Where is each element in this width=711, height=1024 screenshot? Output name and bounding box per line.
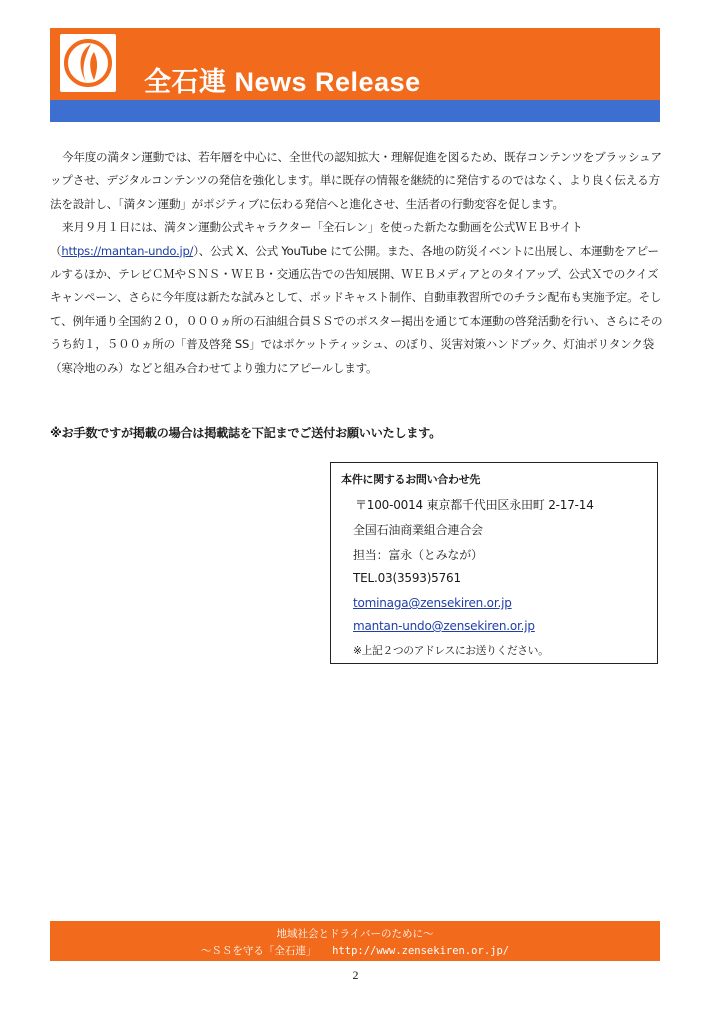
contact-organization: 全国石油商業組合連合会 (353, 523, 483, 537)
flame-icon (64, 38, 112, 88)
contact-email-2 (353, 619, 535, 633)
contact-email-1 (353, 596, 512, 610)
website-link[interactable]: https://mantan-undo.jp/ (61, 243, 194, 258)
contact-note: ※上記２つのアドレスにお送りください。 (353, 644, 549, 657)
contact-box (330, 462, 658, 664)
page-number: 2 (352, 968, 359, 982)
header-accent-bar (50, 100, 660, 122)
logo (60, 34, 116, 92)
paragraph-2 (50, 216, 665, 380)
footer-banner (50, 921, 660, 961)
footer-url-line: ～ＳＳを守る「全石連」 http://www.zensekiren.or.jp/ (200, 945, 510, 957)
paragraph-1: 今年度の満タン運動では、若年層を中心に、全世代の認知拡大・理解促進を図るため、既存コンテンツをブラッシュアップさせ、デジタルコンテンツの発信を強化します。単に既存の情報を継続的に発信するのではなく、より良く伝える方法を設計し、「満タン運動」がポジティブに伝わる発信へと進化させ、生活者の行動変容を促します。 (50, 150, 662, 211)
email-link-1[interactable]: tominaga@zensekiren.or.jp (353, 596, 512, 610)
header-banner (50, 28, 660, 100)
paragraph-2-part-b: ）、公式 X、公式 YouTube にて公開。また、各地の防災イベントに出展し、本運動をアピールするほか、テレビＣＭやＳＮＳ・ＷＥＢ・交通広告での告知展開、ＷＥＢメディアとのタイアップ、公式Ｘでのクイズキャンペーン、さらに今年度は新たな試みとして、ポッドキャスト制作、自動車教習所でのチラシ配布も実施予定。そして、例年通り全国約２０，０００ヵ所の石油組合員ＳＳでのポスター掲出を通じて本運動の啓発活動を行い、さらにそのうち約１，５００ヵ所の「普及啓発 SS」ではポケットティッシュ、のぼり、災害対策ハンドブック、灯油ポリタンク袋（寒冷地のみ）などと組み合わせてより強力にアピールします。 (50, 243, 663, 375)
paragraph-2-part-a: 来月９月１日には、満タン運動公式キャラクター「全石レン」を使った新たな動画を公式ＷＥＢサイト（ (50, 220, 583, 258)
email-link-2[interactable]: mantan-undo@zensekiren.or.jp (353, 619, 535, 633)
contact-person: 担当：富永（とみなが） (353, 548, 483, 562)
contact-heading: 本件に関するお問い合わせ先 (341, 473, 481, 486)
footer-slogan: 地域社会とドライバーのために～ (276, 928, 434, 940)
contact-address: 〒100-0014 東京都千代田区永田町 2-17-14 (355, 498, 594, 512)
contact-phone: TEL.03(3593)5761 (353, 571, 461, 585)
submission-notice: ※お手数ですが掲載の場合は掲載誌を下記までご送付お願いいたします。 (50, 426, 441, 440)
header-title: 全石連 News Release (144, 67, 421, 97)
press-release-body (50, 146, 665, 380)
